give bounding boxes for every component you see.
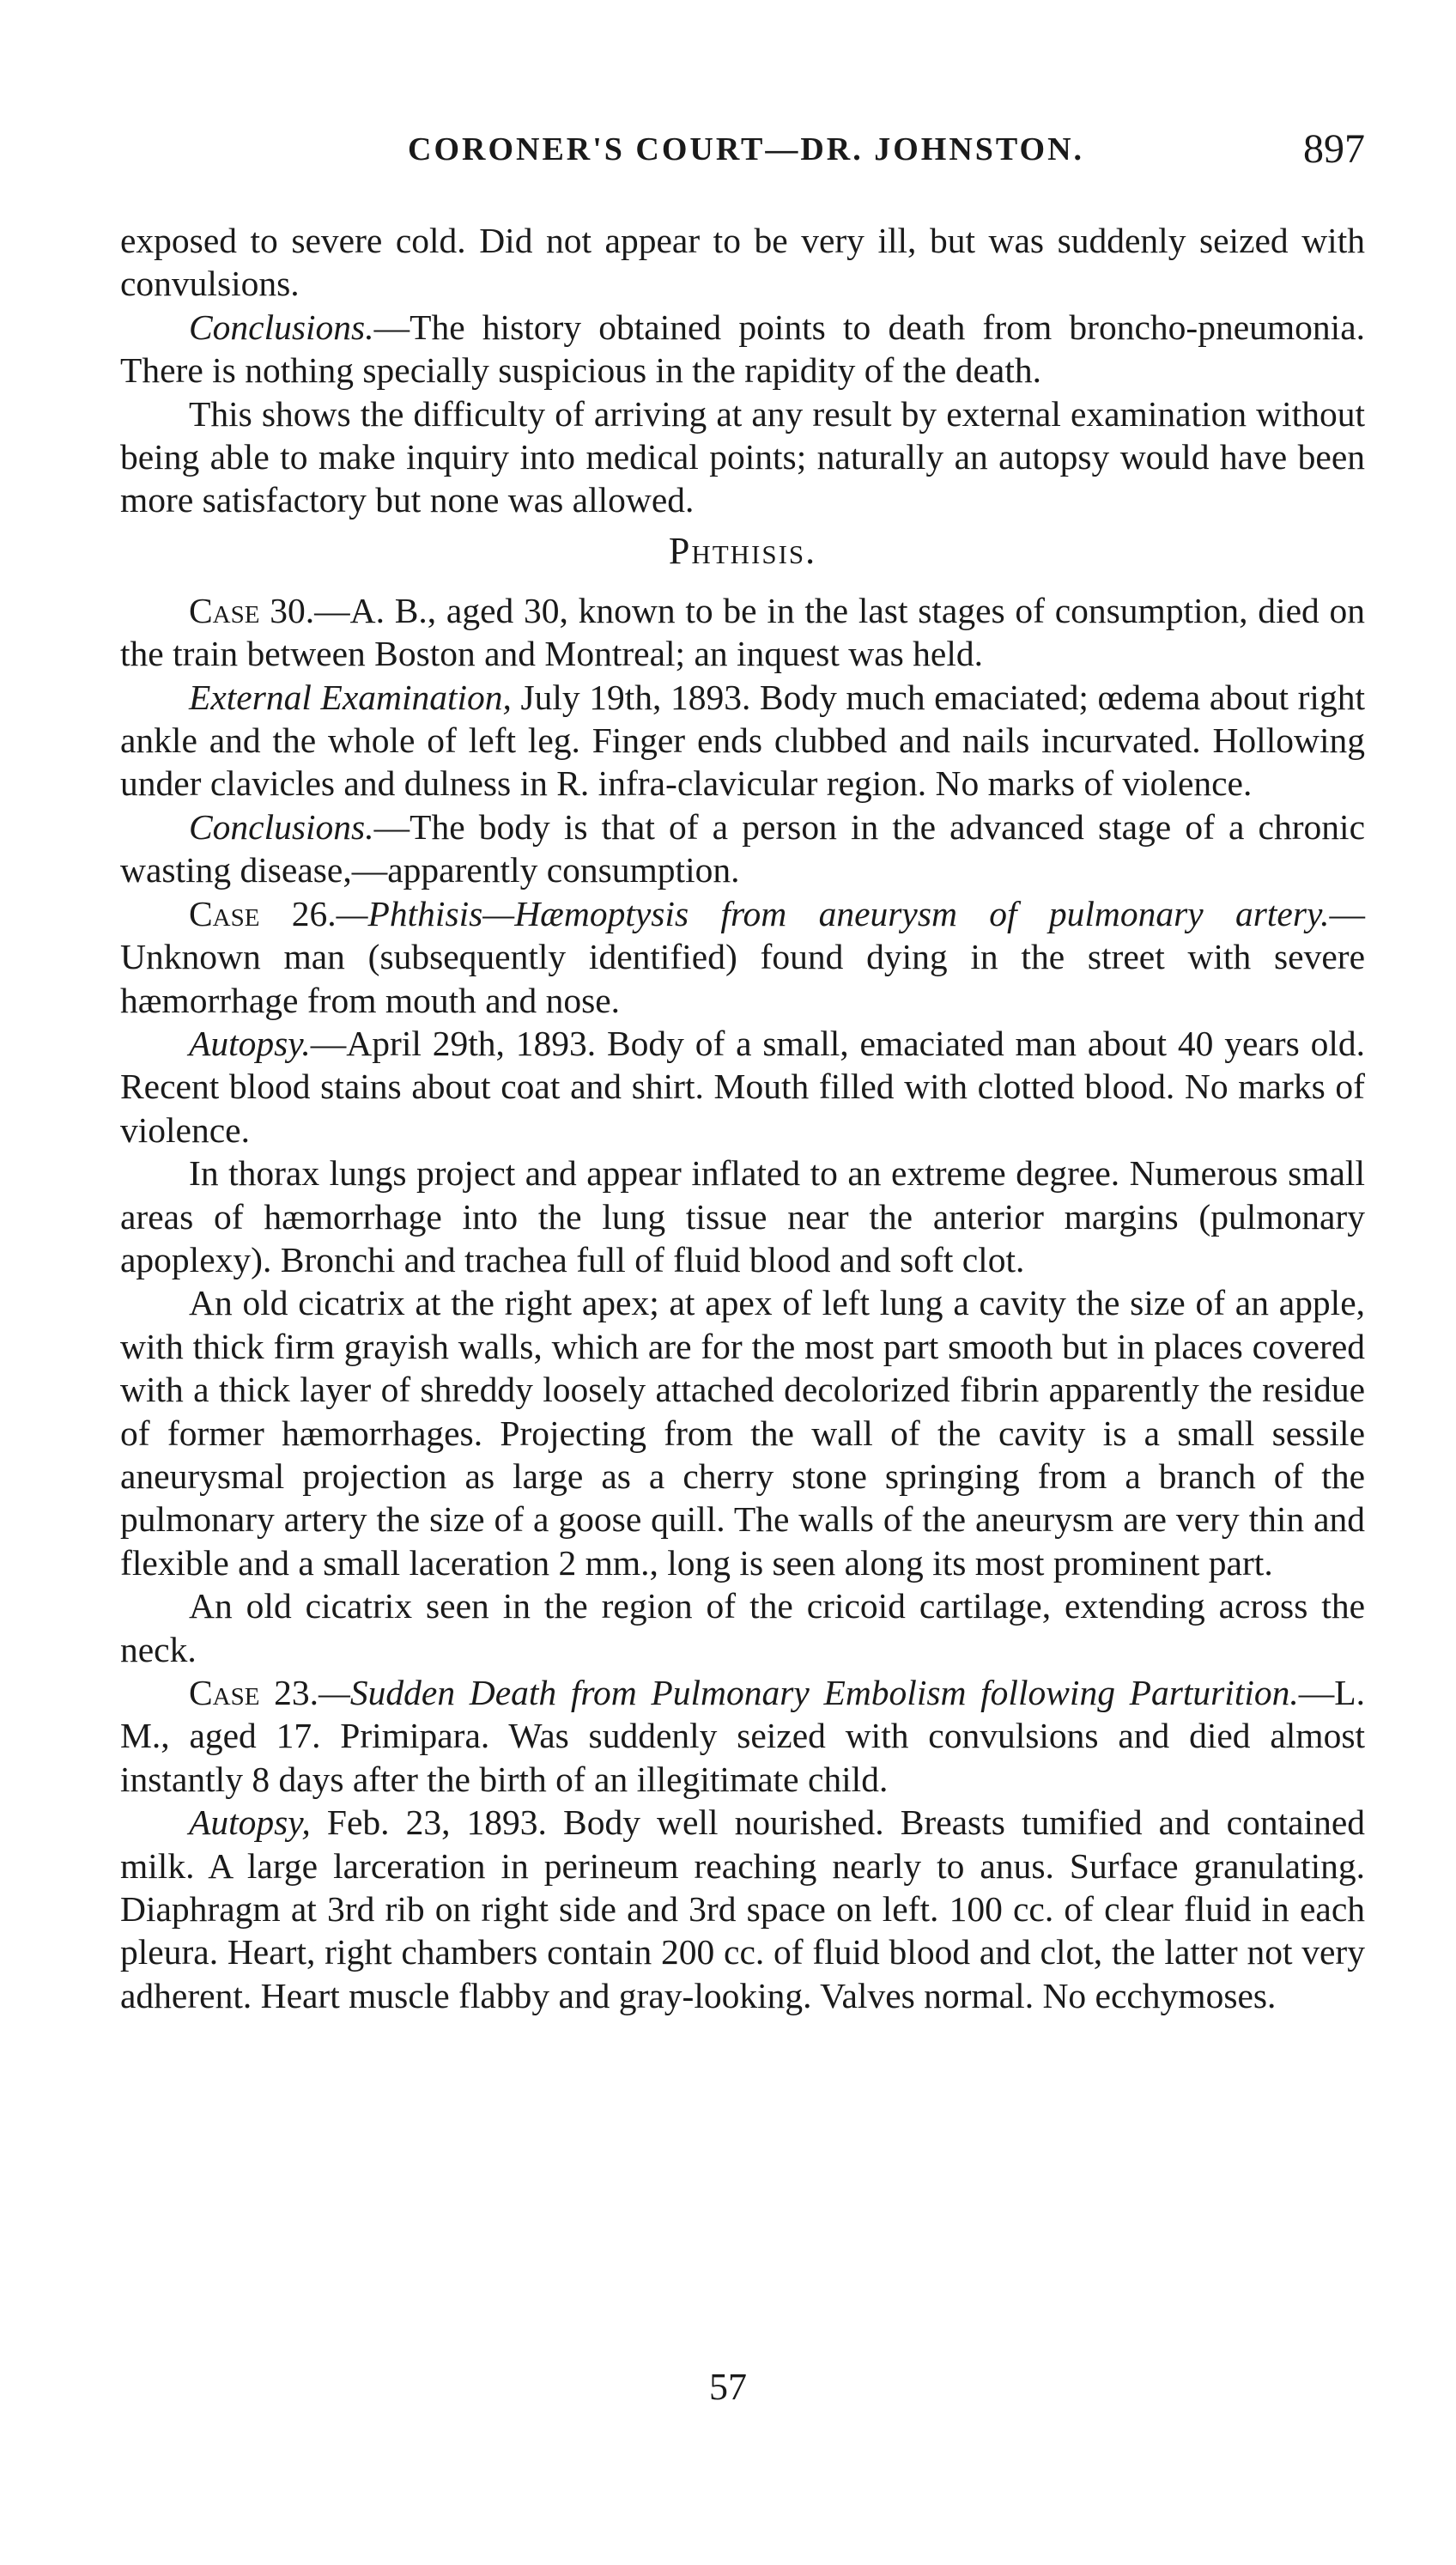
page-number: 897: [1303, 126, 1365, 172]
paragraph-case-26-autopsy: [120, 1022, 1365, 1152]
paragraph-conclusions: [120, 306, 1365, 392]
paragraph-text: An old cicatrix at the right apex; at apex of left lung a cavity the size of an apple, with thick firm grayish walls, which are for the most part smooth but in places covered with a thick layer of shreddy loosely attached decolorized fibrin apparently the residue of former hæmorrhages. Projecting from the wall of the cavity is a small sessile aneurysmal projection as large as a cherry stone springing from a branch of the pulmonary artery the size of a goose quill. The walls of the aneurysm are very thin and flexible and a small laceration 2 mm., long is seen along its most prominent part.: [120, 1283, 1365, 1583]
case-title: —Phthisis—Hæmoptysis from aneurysm of pulmonary artery.: [336, 893, 1330, 933]
paragraph-cricoid: [120, 1584, 1365, 1671]
paragraph-text: —L. M., aged 17. Primipara. Was suddenly seized with convulsions and died almost instantly 8 days after the birth of an illegitimate child.: [120, 1673, 1365, 1799]
case-label: Case 23.: [189, 1673, 319, 1712]
paragraph-thorax: [120, 1152, 1365, 1281]
paragraph-text: exposed to severe cold. Did not appear to be very ill, but was suddenly seized with convulsions.: [120, 221, 1365, 304]
paragraph-label: Conclusions.: [189, 806, 374, 847]
section-heading: Phthisis.: [668, 529, 817, 572]
page-header: [120, 126, 1365, 182]
paragraph-text: July 19th, 1893. Body much emaciated; œdema about right ankle and the whole of left leg. Finger ends clubbed and nails incurvated. Hollowing under clavicles and dulness in R. infra-clavicular region. No marks of violence.: [120, 677, 1365, 804]
paragraph-label: External Examination,: [189, 677, 512, 717]
paragraph-label: Conclusions.: [189, 307, 374, 347]
paragraph-text: —The body is that of a person in the advanced stage of a chronic wasting disease,—apparently consumption.: [120, 806, 1365, 890]
paragraph-text: An old cicatrix seen in the region of the cricoid cartilage, extending across the neck.: [120, 1586, 1365, 1669]
paragraph-continued: [120, 219, 1365, 306]
body-text: [120, 219, 1365, 2017]
paragraph-difficulty: [120, 392, 1365, 522]
paragraph-text: Feb. 23, 1893. Body well nourished. Breasts tumified and contained milk. A large larceration in perineum reaching nearly to anus. Surface granulating. Diaphragm at 3rd rib on right side and 3rd space on left. 100 cc. of clear fluid in each pleura. Heart, right chambers contain 200 cc. of fluid blood and clot, the latter not very adherent. Heart muscle flabby and gray-looking. Valves normal. No ecchymoses.: [120, 1802, 1365, 2015]
paragraph-case-23: [120, 1671, 1365, 1801]
paragraph-text: —April 29th, 1893. Body of a small, emaciated man about 40 years old. Recent blood stains about coat and shirt. Mouth filled with clotted blood. No marks of violence.: [120, 1023, 1365, 1150]
paragraph-text: This shows the difficulty of arriving at any result by external examination without being able to make inquiry into medical points; naturally an autopsy would have been more satisfactory but none was allowed.: [120, 393, 1365, 520]
paragraph-external-examination: [120, 676, 1365, 805]
paragraph-text: —Unknown man (subsequently identified) found dying in the street with severe hæmorrhage from mouth and nose.: [120, 893, 1365, 1020]
paragraph-label: Autopsy.: [189, 1023, 311, 1063]
paragraph-case-23-autopsy: [120, 1801, 1365, 2017]
paragraph-cicatrix: [120, 1281, 1365, 1584]
case-label: Case 30.: [189, 590, 315, 630]
paragraph-text: —The history obtained points to death from broncho-pneumonia. There is nothing specially suspicious in the rapidity of the death.: [120, 307, 1365, 391]
signature-mark: 57: [709, 2366, 747, 2408]
paragraph-case-30: [120, 589, 1365, 676]
running-head: CORONER'S COURT—DR. JOHNSTON.: [408, 131, 1085, 167]
paragraph-text: In thorax lungs project and appear inflated to an extreme degree. Numerous small areas of hæmorrhage into the lung tissue near the anterior margins (pulmonary apoplexy). Bronchi and trachea full of fluid blood and soft clot.: [120, 1153, 1365, 1279]
paragraph-case-30-conclusions: [120, 805, 1365, 892]
paragraph-case-26: [120, 892, 1365, 1022]
case-label: Case 26.: [189, 893, 337, 933]
case-title: —Sudden Death from Pulmonary Embolism following Parturition.: [318, 1673, 1299, 1712]
paragraph-text: —A. B., aged 30, known to be in the last stages of consumption, died on the train between Boston and Montreal; an inquest was held.: [120, 590, 1365, 674]
paragraph-label: Autopsy,: [189, 1802, 311, 1843]
